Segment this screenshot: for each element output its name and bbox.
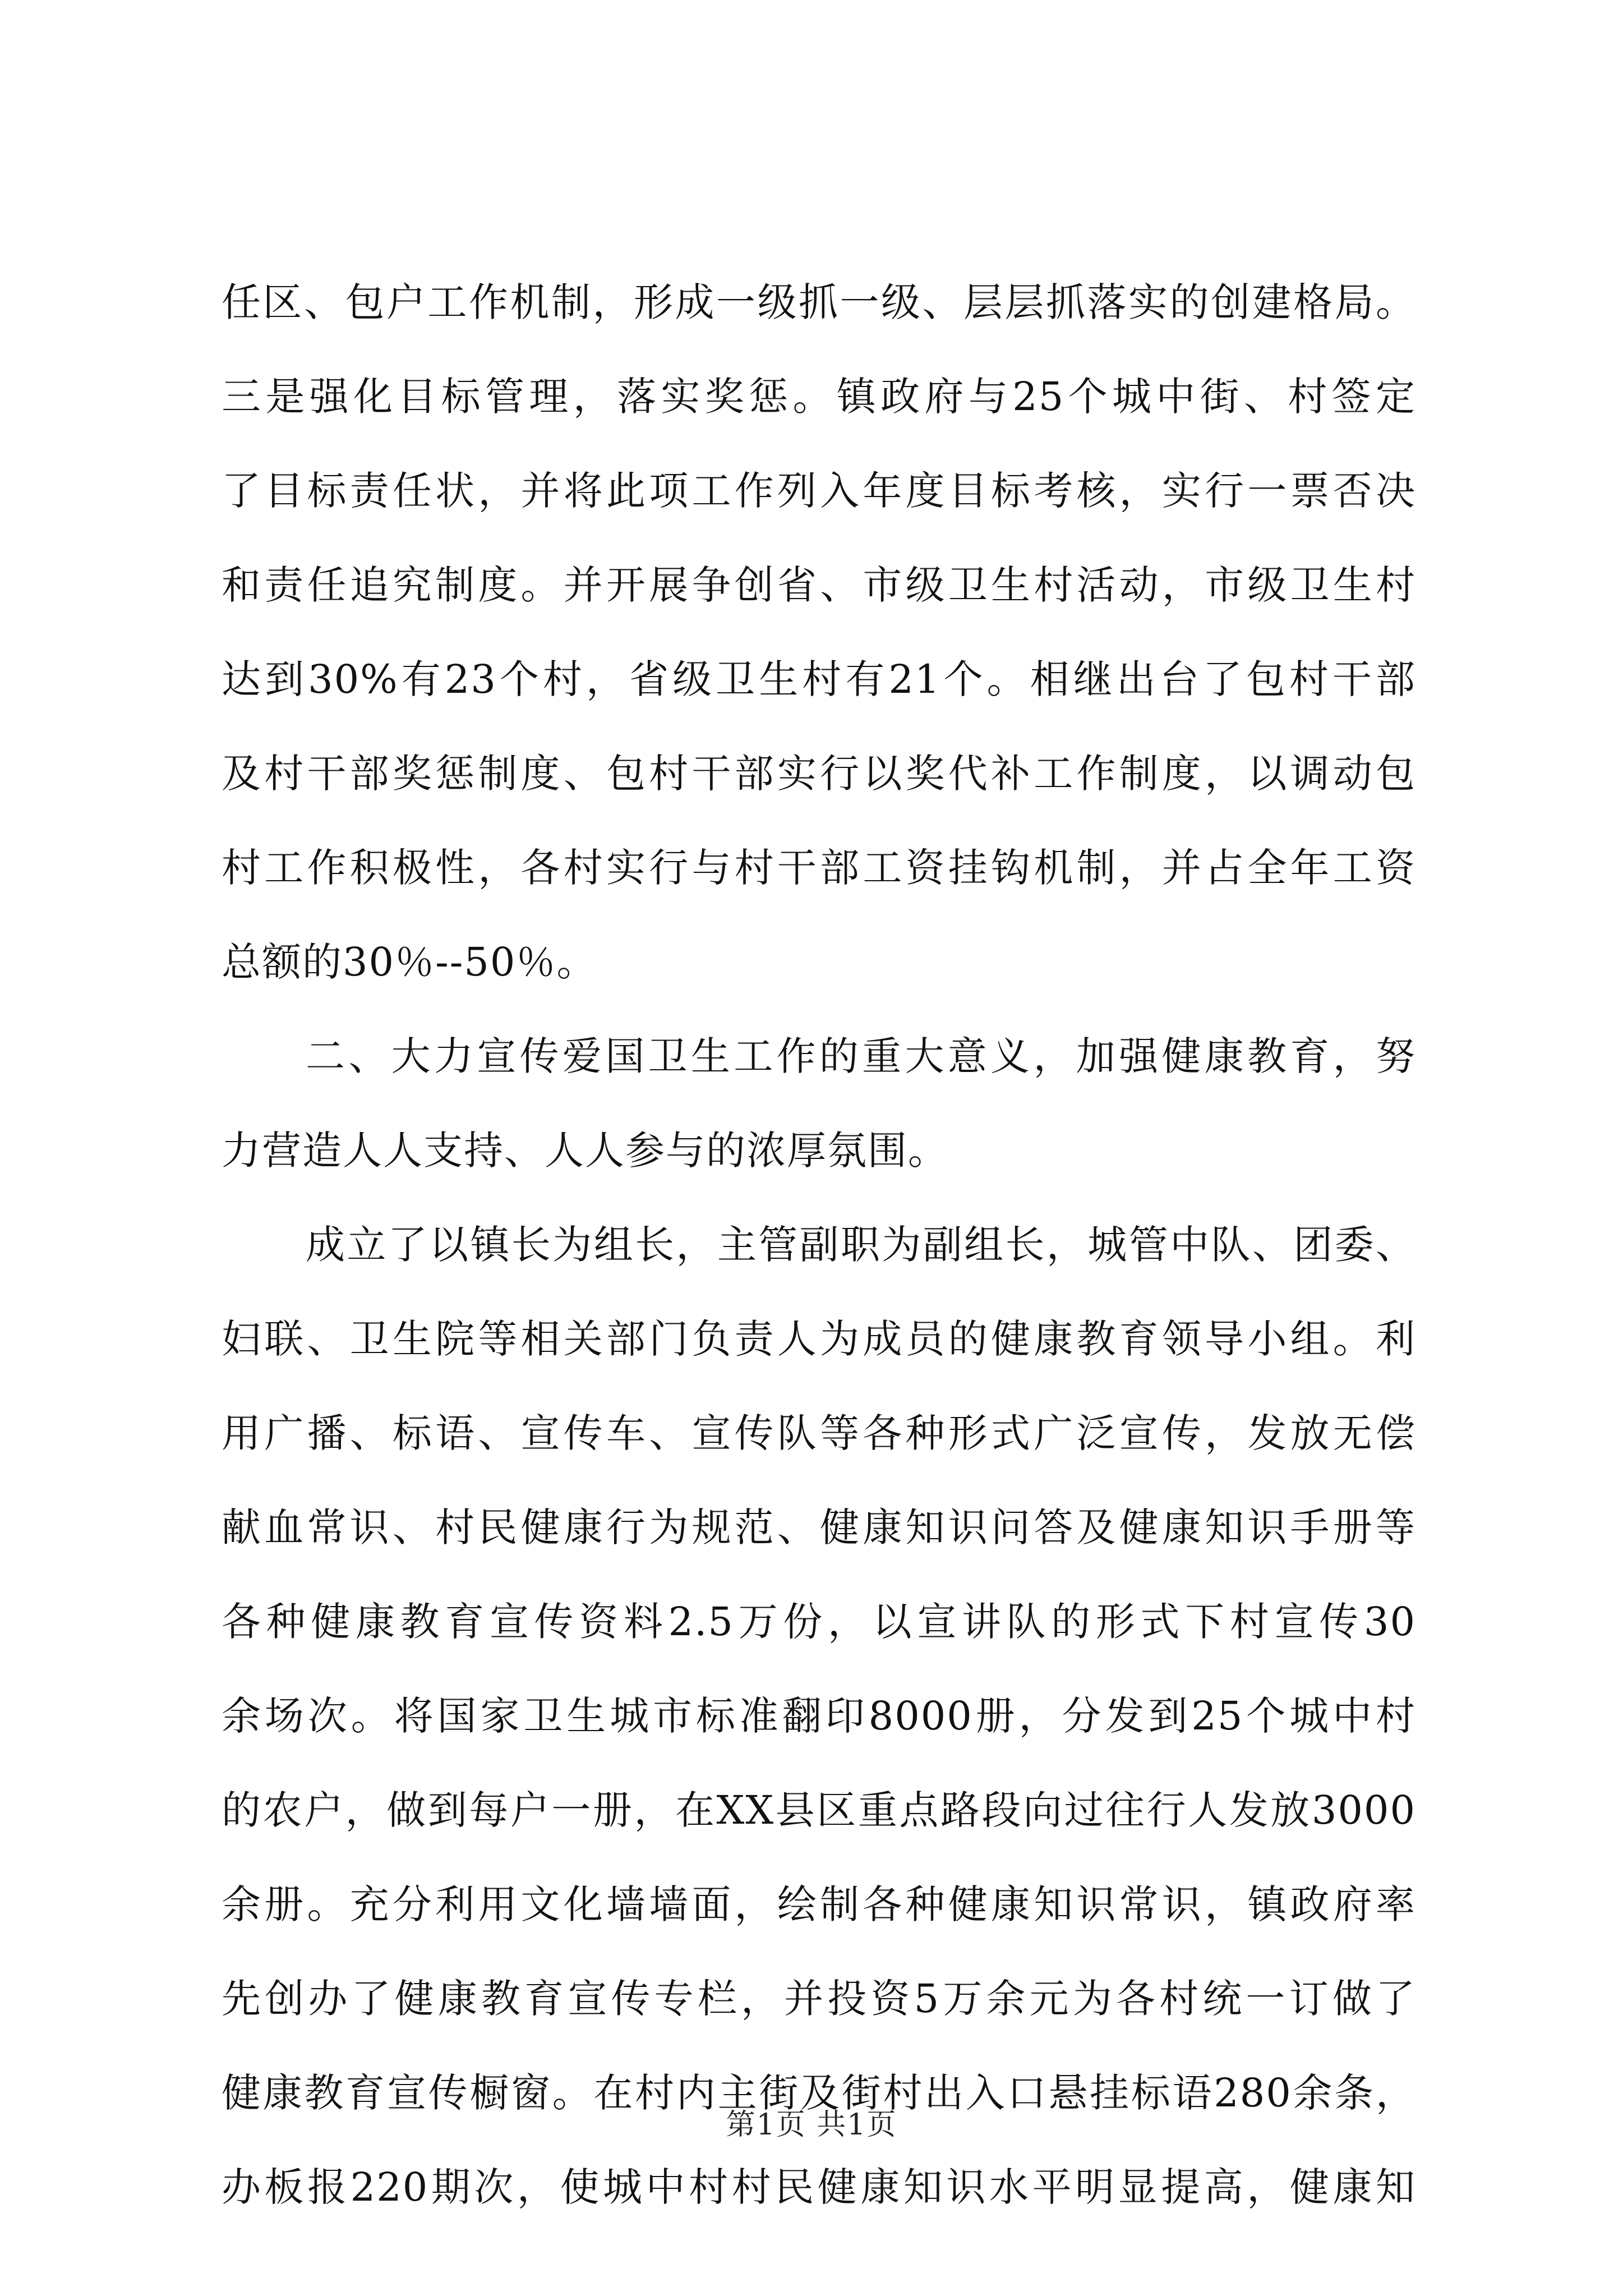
text-line: 二、大力宣传爱国卫生工作的重大意义，加强健康教育，努	[306, 1033, 1416, 1079]
text-line: 用广播、标语、宣传车、宣传队等各种形式广泛宣传，发放无偿	[222, 1410, 1416, 1456]
text-line: 办板报220期次，使城中村村民健康知识水平明显提高，健康知	[222, 2164, 1416, 2210]
text-line: 和责任追究制度。并开展争创省、市级卫生村活动，市级卫生村	[222, 562, 1416, 608]
text-line: 了目标责任状，并将此项工作列入年度目标考核，实行一票否决	[222, 468, 1416, 514]
text-line: 先创办了健康教育宣传专栏，并投资5万余元为各村统一订做了	[222, 1976, 1416, 2022]
paragraph-2	[222, 1009, 1416, 1198]
text-line: 任区、包户工作机制，形成一级抓一级、层层抓落实的创建格局。	[222, 279, 1416, 325]
page-number-footer: 第1页 共1页	[726, 2108, 897, 2142]
text-line: 健康教育宣传橱窗。在村内主街及街村出入口悬挂标语280余条，	[222, 2070, 1416, 2116]
document-body	[222, 255, 1416, 2234]
text-line: 余册。充分利用文化墙墙面，绘制各种健康知识常识，镇政府率	[222, 1881, 1416, 1927]
text-line: 及村干部奖惩制度、包村干部实行以奖代补工作制度，以调动包	[222, 751, 1416, 797]
text-line: 达到30%有23个村，省级卫生村有21个。相继出台了包村干部	[222, 656, 1416, 702]
text-line: 三是强化目标管理，落实奖惩。镇政府与25个城中街、村签定	[222, 374, 1416, 420]
text-line: 妇联、卫生院等相关部门负责人为成员的健康教育领导小组。利	[222, 1316, 1416, 1362]
text-line: 力营造人人支持、人人参与的浓厚氛围。	[222, 1128, 948, 1174]
text-line: 村工作积极性，各村实行与村干部工资挂钩机制，并占全年工资	[222, 845, 1416, 891]
text-line: 余场次。将国家卫生城市标准翻印8000册，分发到25个城中村	[222, 1693, 1416, 1739]
text-line: 献血常识、村民健康行为规范、健康知识问答及健康知识手册等	[222, 1504, 1416, 1550]
text-line: 的农户，做到每户一册，在XX县区重点路段向过往行人发放3000	[222, 1787, 1416, 1833]
text-line: 总额的30％--50％。	[222, 939, 597, 985]
paragraph-3	[222, 1198, 1416, 2234]
text-line: 成立了以镇长为组长，主管副职为副组长，城管中队、团委、	[306, 1222, 1416, 1268]
text-line: 各种健康教育宣传资料2.5万份，以宣讲队的形式下村宣传30	[222, 1599, 1416, 1645]
paragraph-1	[222, 255, 1416, 1009]
